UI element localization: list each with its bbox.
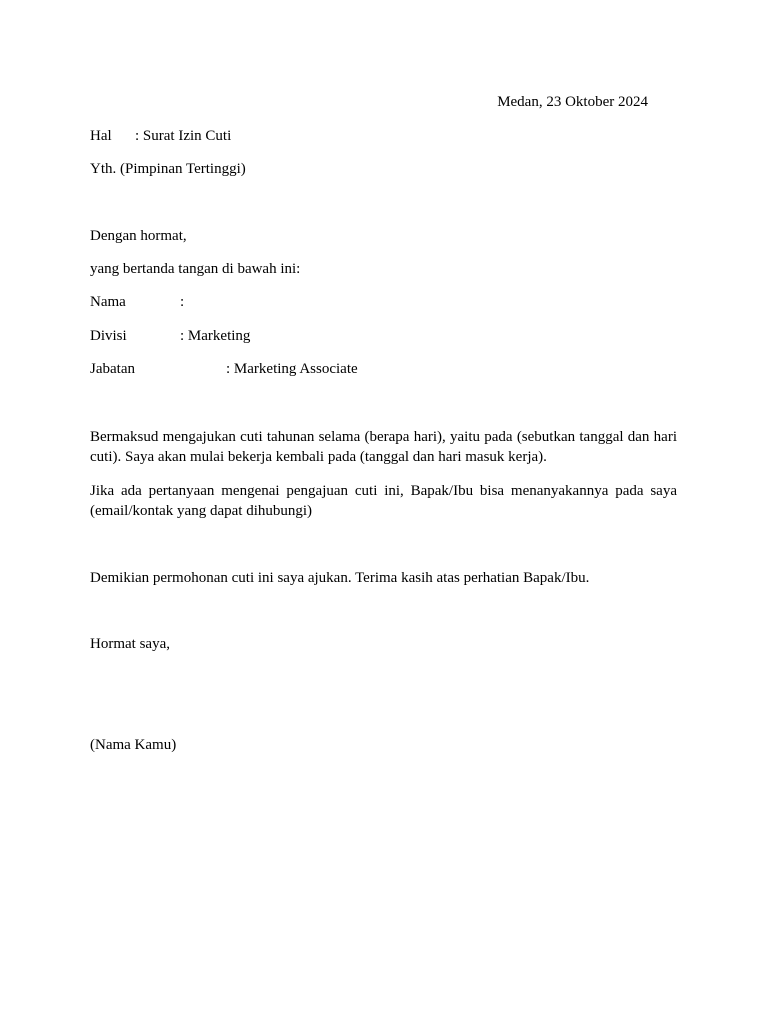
closing-statement: Demikian permohonan cuti ini saya ajukan. Terima kasih atas perhatian Bapak/Ibu. xyxy=(90,570,590,586)
field-label: Divisi xyxy=(90,328,127,344)
intro-line: yang bertanda tangan di bawah ini: xyxy=(90,261,301,277)
greeting: Dengan hormat, xyxy=(90,228,187,244)
signer-name: (Nama Kamu) xyxy=(90,737,177,753)
place-date: Medan, 23 Oktober 2024 xyxy=(497,94,648,110)
field-value: : xyxy=(180,294,185,310)
field-value: : Marketing xyxy=(180,328,251,344)
subject-label: Hal xyxy=(90,128,112,144)
subject-value: : Surat Izin Cuti xyxy=(135,128,232,144)
valediction: Hormat saya, xyxy=(90,636,170,652)
field-label: Jabatan xyxy=(90,361,135,377)
field-value: : Marketing Associate xyxy=(226,361,358,377)
recipient-line: Yth. (Pimpinan Tertinggi) xyxy=(90,161,246,177)
request-paragraph: Bermaksud mengajukan cuti tahunan selama (berapa hari), yaitu pada (sebutkan tanggal dan hari cuti). Saya akan mulai bekerja kembali pada (tanggal dan hari masuk kerja). xyxy=(90,429,677,465)
contact-paragraph: Jika ada pertanyaan mengenai pengajuan cuti ini, Bapak/Ibu bisa menanyakannya pada saya (email/kontak yang dapat dihubungi) xyxy=(90,483,677,519)
field-label: Nama xyxy=(90,294,126,310)
